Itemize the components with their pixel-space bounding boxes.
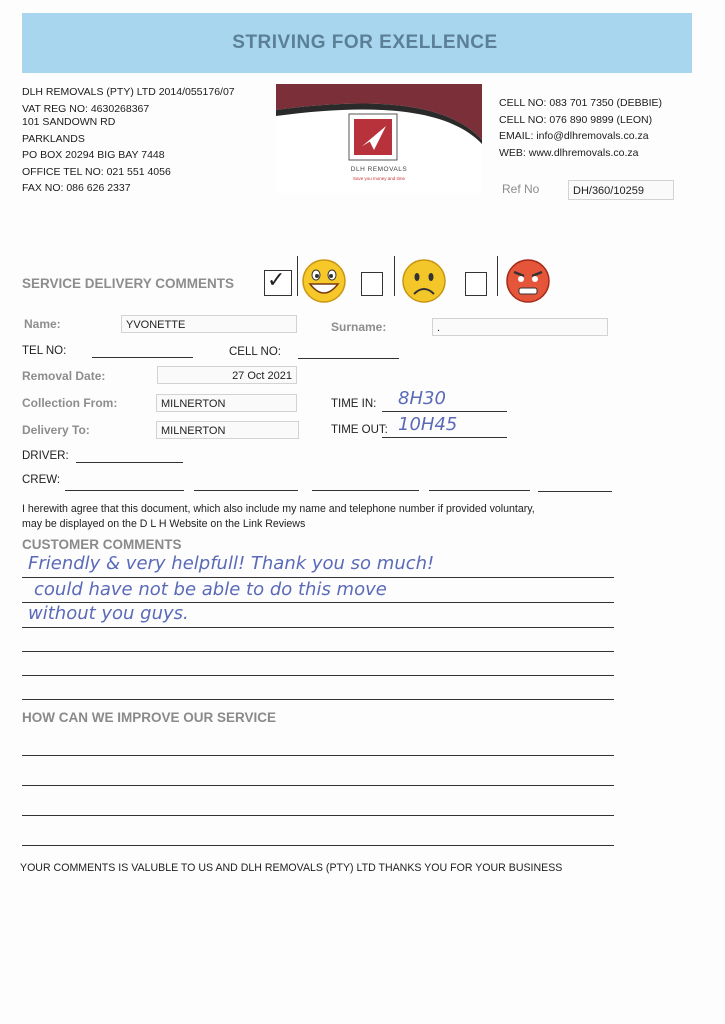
crew-field-5[interactable]: [538, 491, 612, 492]
service-delivery-title: SERVICE DELIVERY COMMENTS: [22, 276, 235, 291]
banner-title: STRIVING FOR EXELLENCE: [232, 32, 498, 53]
tel-label: TEL NO:: [22, 345, 67, 357]
happy-face-icon: [300, 258, 348, 304]
crew-field-4[interactable]: [429, 490, 530, 491]
cell-field[interactable]: [298, 358, 399, 359]
comment-rule[interactable]: [22, 651, 614, 652]
crew-field-1[interactable]: [65, 490, 184, 491]
contact-line: WEB: www.dlhremovals.co.za: [499, 146, 639, 159]
sad-face-icon: [400, 258, 448, 304]
driver-label: DRIVER:: [22, 450, 69, 462]
divider: [394, 256, 395, 296]
happy-checkbox[interactable]: [264, 267, 292, 296]
crew-field-3[interactable]: [312, 490, 419, 491]
neutral-checkbox[interactable]: [361, 272, 383, 296]
cell-label: CELL NO:: [229, 346, 281, 358]
check-mark-icon: ✓: [267, 267, 286, 292]
company-line: VAT REG NO: 4630268367: [22, 102, 150, 115]
collection-from-label: Collection From:: [22, 396, 118, 410]
collection-from-field[interactable]: MILNERTON: [156, 394, 297, 412]
company-logo: [276, 80, 482, 193]
comment-rule[interactable]: [22, 675, 614, 676]
angry-face-icon: [504, 258, 552, 304]
improve-rule[interactable]: [22, 755, 614, 756]
ref-number-field[interactable]: DH/360/10259: [568, 180, 674, 200]
removal-date-field[interactable]: 27 Oct 2021: [157, 366, 297, 384]
logo-tagline: Save you money and time: [352, 176, 406, 181]
comment-line-2: could have not be able to do this move: [34, 579, 387, 600]
divider: [497, 256, 498, 296]
header-banner: [22, 13, 692, 73]
company-line: 101 SANDOWN RD: [22, 116, 116, 128]
angry-checkbox[interactable]: [465, 272, 487, 296]
contact-line: CELL NO: 083 701 7350 (DEBBIE): [499, 97, 663, 109]
consent-line: may be displayed on the D L H Website on the Link Reviews: [22, 517, 306, 530]
divider: [297, 256, 298, 296]
name-field[interactable]: YVONETTE: [121, 315, 297, 333]
time-out-line[interactable]: [382, 437, 507, 438]
delivery-to-label: Delivery To:: [22, 423, 90, 437]
comment-line-1: Friendly & very helpfull! Thank you so much!: [28, 553, 435, 574]
improve-rule[interactable]: [22, 815, 614, 816]
contact-info: [499, 95, 662, 161]
comment-rule[interactable]: [22, 627, 614, 628]
driver-field[interactable]: [76, 462, 183, 463]
company-line: PARKLANDS: [22, 132, 85, 145]
time-in-label: TIME IN:: [331, 398, 377, 410]
ref-label: Ref No: [502, 182, 540, 196]
delivery-to-field[interactable]: MILNERTON: [156, 421, 299, 439]
time-in-line[interactable]: [382, 411, 507, 412]
company-line: OFFICE TEL NO: 021 551 4056: [22, 165, 171, 178]
crew-label: CREW:: [22, 474, 61, 486]
company-line: PO BOX 20294 BIG BAY 7448: [22, 149, 165, 161]
time-out-label: TIME OUT:: [331, 424, 388, 436]
footer-text: YOUR COMMENTS IS VALUBLE TO US AND DLH REMOVALS (PTY) LTD THANKS YOU FOR YOUR BUSINESS: [20, 862, 563, 874]
contact-line: EMAIL: info@dlhremovals.co.za: [499, 130, 649, 142]
company-line: DLH REMOVALS (PTY) LTD 2014/055176/07: [22, 86, 235, 98]
surname-field[interactable]: .: [432, 318, 608, 336]
improve-title: HOW CAN WE IMPROVE OUR SERVICE: [22, 710, 277, 725]
tel-field[interactable]: [92, 357, 193, 358]
improve-rule[interactable]: [22, 785, 614, 786]
improve-rule[interactable]: [22, 845, 614, 846]
time-in-value: 8H30: [398, 388, 446, 409]
comment-rule[interactable]: [22, 577, 614, 578]
logo-name: DLH REMOVALS: [350, 166, 408, 173]
surname-label: Surname:: [331, 320, 387, 334]
comment-rule[interactable]: [22, 699, 614, 700]
removal-date-label: Removal Date:: [22, 369, 106, 383]
comment-line-3: without you guys.: [28, 603, 189, 624]
consent-line: I herewith agree that this document, which also include my name and telephone number if provided voluntary,: [22, 503, 535, 515]
name-label: Name:: [24, 317, 61, 331]
consent-text: [22, 502, 642, 531]
crew-field-2[interactable]: [194, 490, 298, 491]
company-line: FAX NO: 086 626 2337: [22, 182, 131, 194]
customer-comments-title: CUSTOMER COMMENTS: [22, 537, 182, 552]
company-info: [22, 84, 235, 197]
time-out-value: 10H45: [398, 414, 458, 435]
contact-line: CELL NO: 076 890 9899 (LEON): [499, 113, 653, 126]
